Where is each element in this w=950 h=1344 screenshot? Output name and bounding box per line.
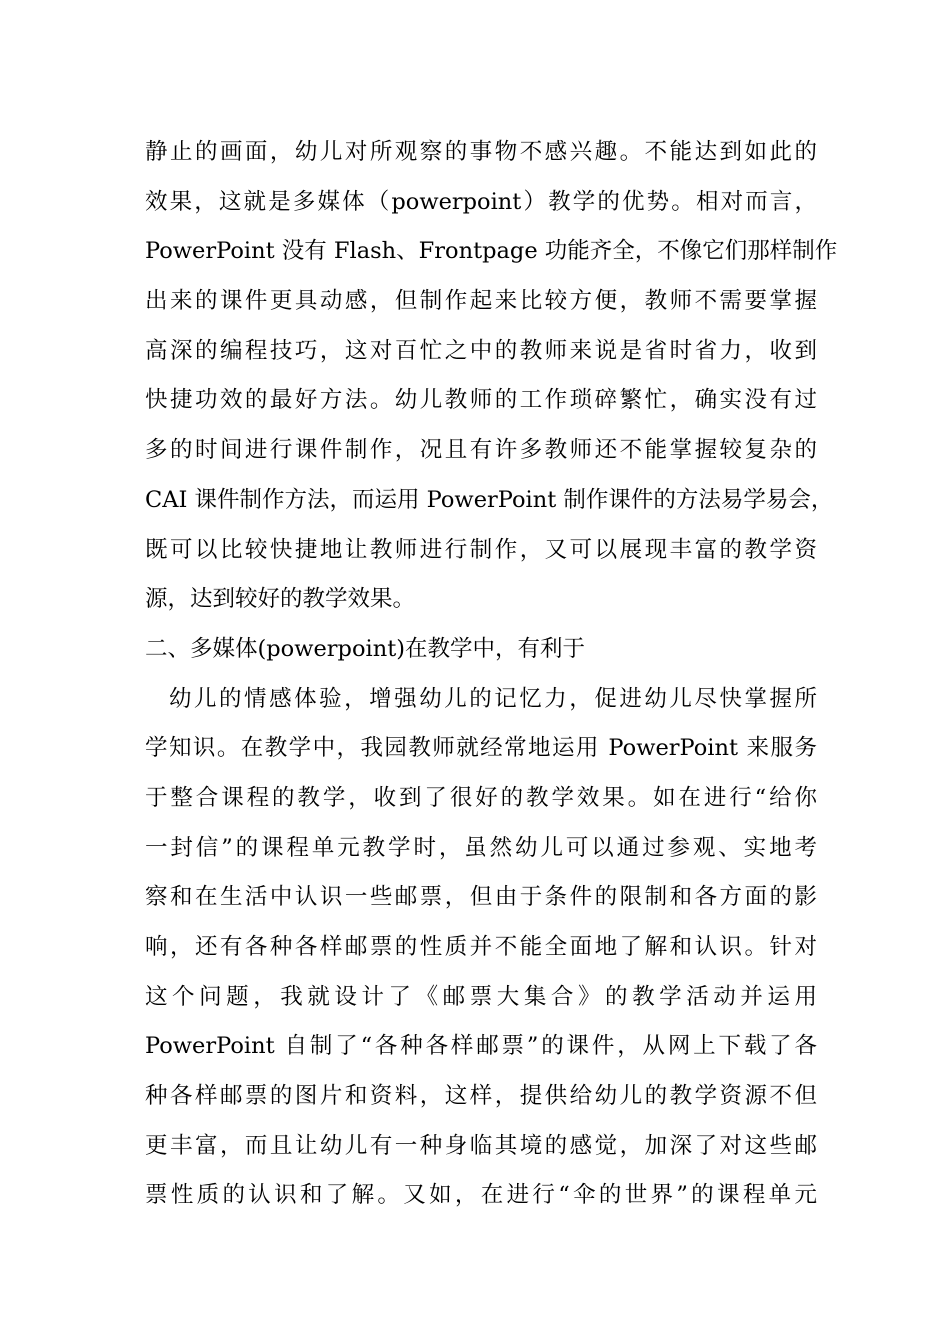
- text-line: 出来的课件更具动感，但制作起来比较方便，教师不需要掌握: [145, 288, 817, 315]
- text-line: 于整合课程的教学，收到了很好的教学效果。如在进行“给你: [145, 784, 817, 811]
- text-line: 种各样邮票的图片和资料，这样，提供给幼儿的教学资源不但: [145, 1083, 817, 1110]
- text-line: 幼儿的情感体验，增强幼儿的记忆力，促进幼儿尽快掌握所: [169, 685, 817, 712]
- text-line: PowerPoint 自制了“各种各样邮票”的课件，从网上下载了各: [145, 1033, 817, 1060]
- text-line: 静止的画面，幼儿对所观察的事物不感兴趣。不能达到如此的: [145, 139, 817, 165]
- text-line: 效果，这就是多媒体（powerpoint）教学的优势。相对而言，: [145, 188, 817, 215]
- text-line: 源，达到较好的教学效果。: [145, 586, 416, 613]
- text-line: CAI 课件制作方法，而运用 PowerPoint 制作课件的方法易学易会，: [145, 486, 834, 513]
- text-line: 响，还有各种各样邮票的性质并不能全面地了解和认识。针对: [145, 934, 817, 960]
- text-line: 高深的编程技巧，这对百忙之中的教师来说是省时省力，收到: [145, 337, 817, 364]
- text-line: 更丰富，而且让幼儿有一种身临其境的感觉，加深了对这些邮: [145, 1132, 817, 1159]
- text-line: 这个问题，我就设计了《邮票大集合》的教学活动并运用: [145, 983, 817, 1010]
- text-line: PowerPoint 没有 Flash、Frontpage 功能齐全，不像它们那样制作: [145, 238, 838, 265]
- text-line: 既可以比较快捷地让教师进行制作，又可以展现丰富的教学资: [145, 536, 817, 563]
- text-line: 察和在生活中认识一些邮票，但由于条件的限制和各方面的影: [145, 884, 817, 911]
- text-line: 票性质的认识和了解。又如，在进行“伞的世界”的课程单元: [145, 1182, 817, 1209]
- body-text: [145, 128, 838, 1221]
- text-line: 一封信”的课程单元教学时，虽然幼儿可以通过参观、实地考: [145, 834, 817, 861]
- text-line: 多的时间进行课件制作，况且有许多教师还不能掌握较复杂的: [145, 437, 817, 464]
- text-line: 学知识。在教学中，我园教师就经常地运用 PowerPoint 来服务: [145, 735, 817, 762]
- text-line: 快捷功效的最好方法。幼儿教师的工作琐碎繁忙，确实没有过: [145, 387, 817, 414]
- section-heading: 二、多媒体(powerpoint)在教学中，有利于: [145, 635, 586, 662]
